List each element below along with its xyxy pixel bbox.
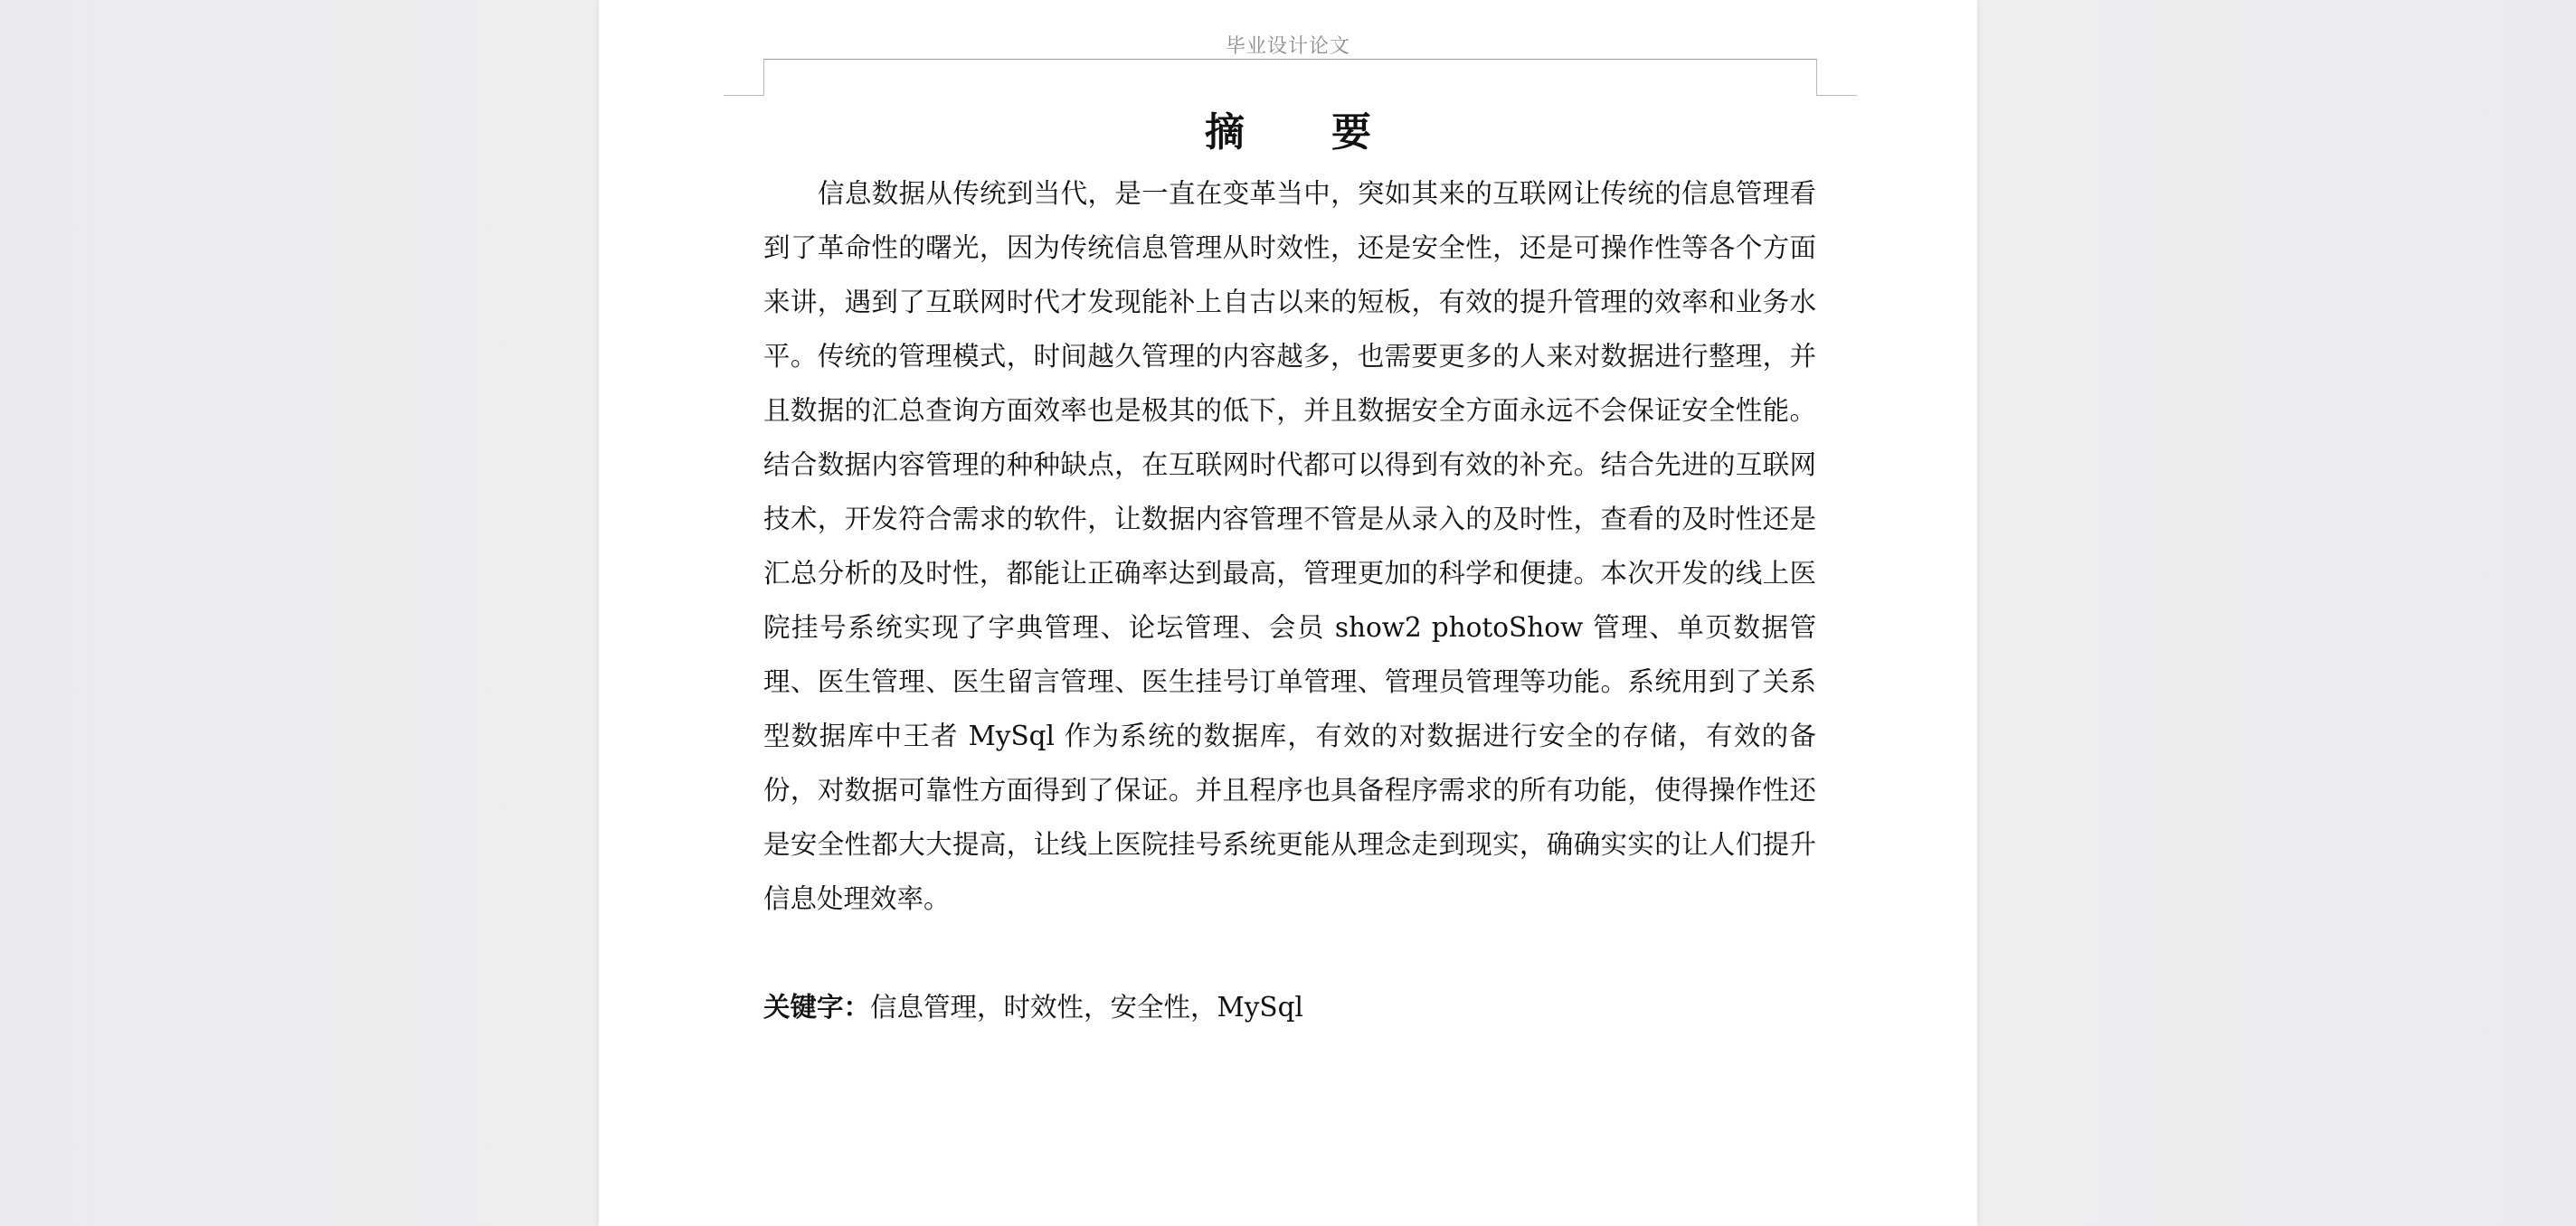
margin-corner-mark-right xyxy=(1816,59,1857,96)
keywords-label: 关键字： xyxy=(763,992,871,1023)
document-page xyxy=(599,0,1977,1226)
margin-corner-mark-left xyxy=(724,59,764,96)
keywords-value: 信息管理，时效性，安全性，MySql xyxy=(870,992,1303,1023)
header-rule xyxy=(763,59,1816,60)
abstract-title: 摘 要 xyxy=(1205,109,1395,156)
keywords-line xyxy=(763,980,1816,1034)
abstract-body: 信息数据从传统到当代，是一直在变革当中，突如其来的互联网让传统的信息管理看到了革命性的曙光，因为传统信息管理从时效性，还是安全性，还是可操作性等各个方面来讲，遇到了互联网时代才发现能补上自古以来的短板，有效的提升管理的效率和业务水平。传统的管理模式，时间越久管理的内容越多，也需要更多的人来对数据进行整理，并且数据的汇总查询方面效率也是极其的低下，并且数据安全方面永远不会保证安全性能。结合数据内容管理的种种缺点，在互联网时代都可以得到有效的补充。结合先进的互联网技术，开发符合需求的软件，让数据内容管理不管是从录入的及时性，查看的及时性还是汇总分析的及时性，都能让正确率达到最高，管理更加的科学和便捷。本次开发的线上医院挂号系统实现了字典管理、论坛管理、会员 show2 photoShow 管理、单页数据管理、医生管理、医生留言管理、医生挂号订单管理、管理员管理等功能。系统用到了关系型数据库中王者 MySql 作为系统的数据库，有效的对数据进行安全的存储，有效的备份，对数据可靠性方面得到了保证。并且程序也具备程序需求的所有功能，使得操作性还是安全性都大大提高，让线上医院挂号系统更能从理念走到现实，确确实实的让人们提升信息处理效率。 xyxy=(763,178,1816,914)
page-header: 毕业设计论文 xyxy=(1225,35,1350,58)
